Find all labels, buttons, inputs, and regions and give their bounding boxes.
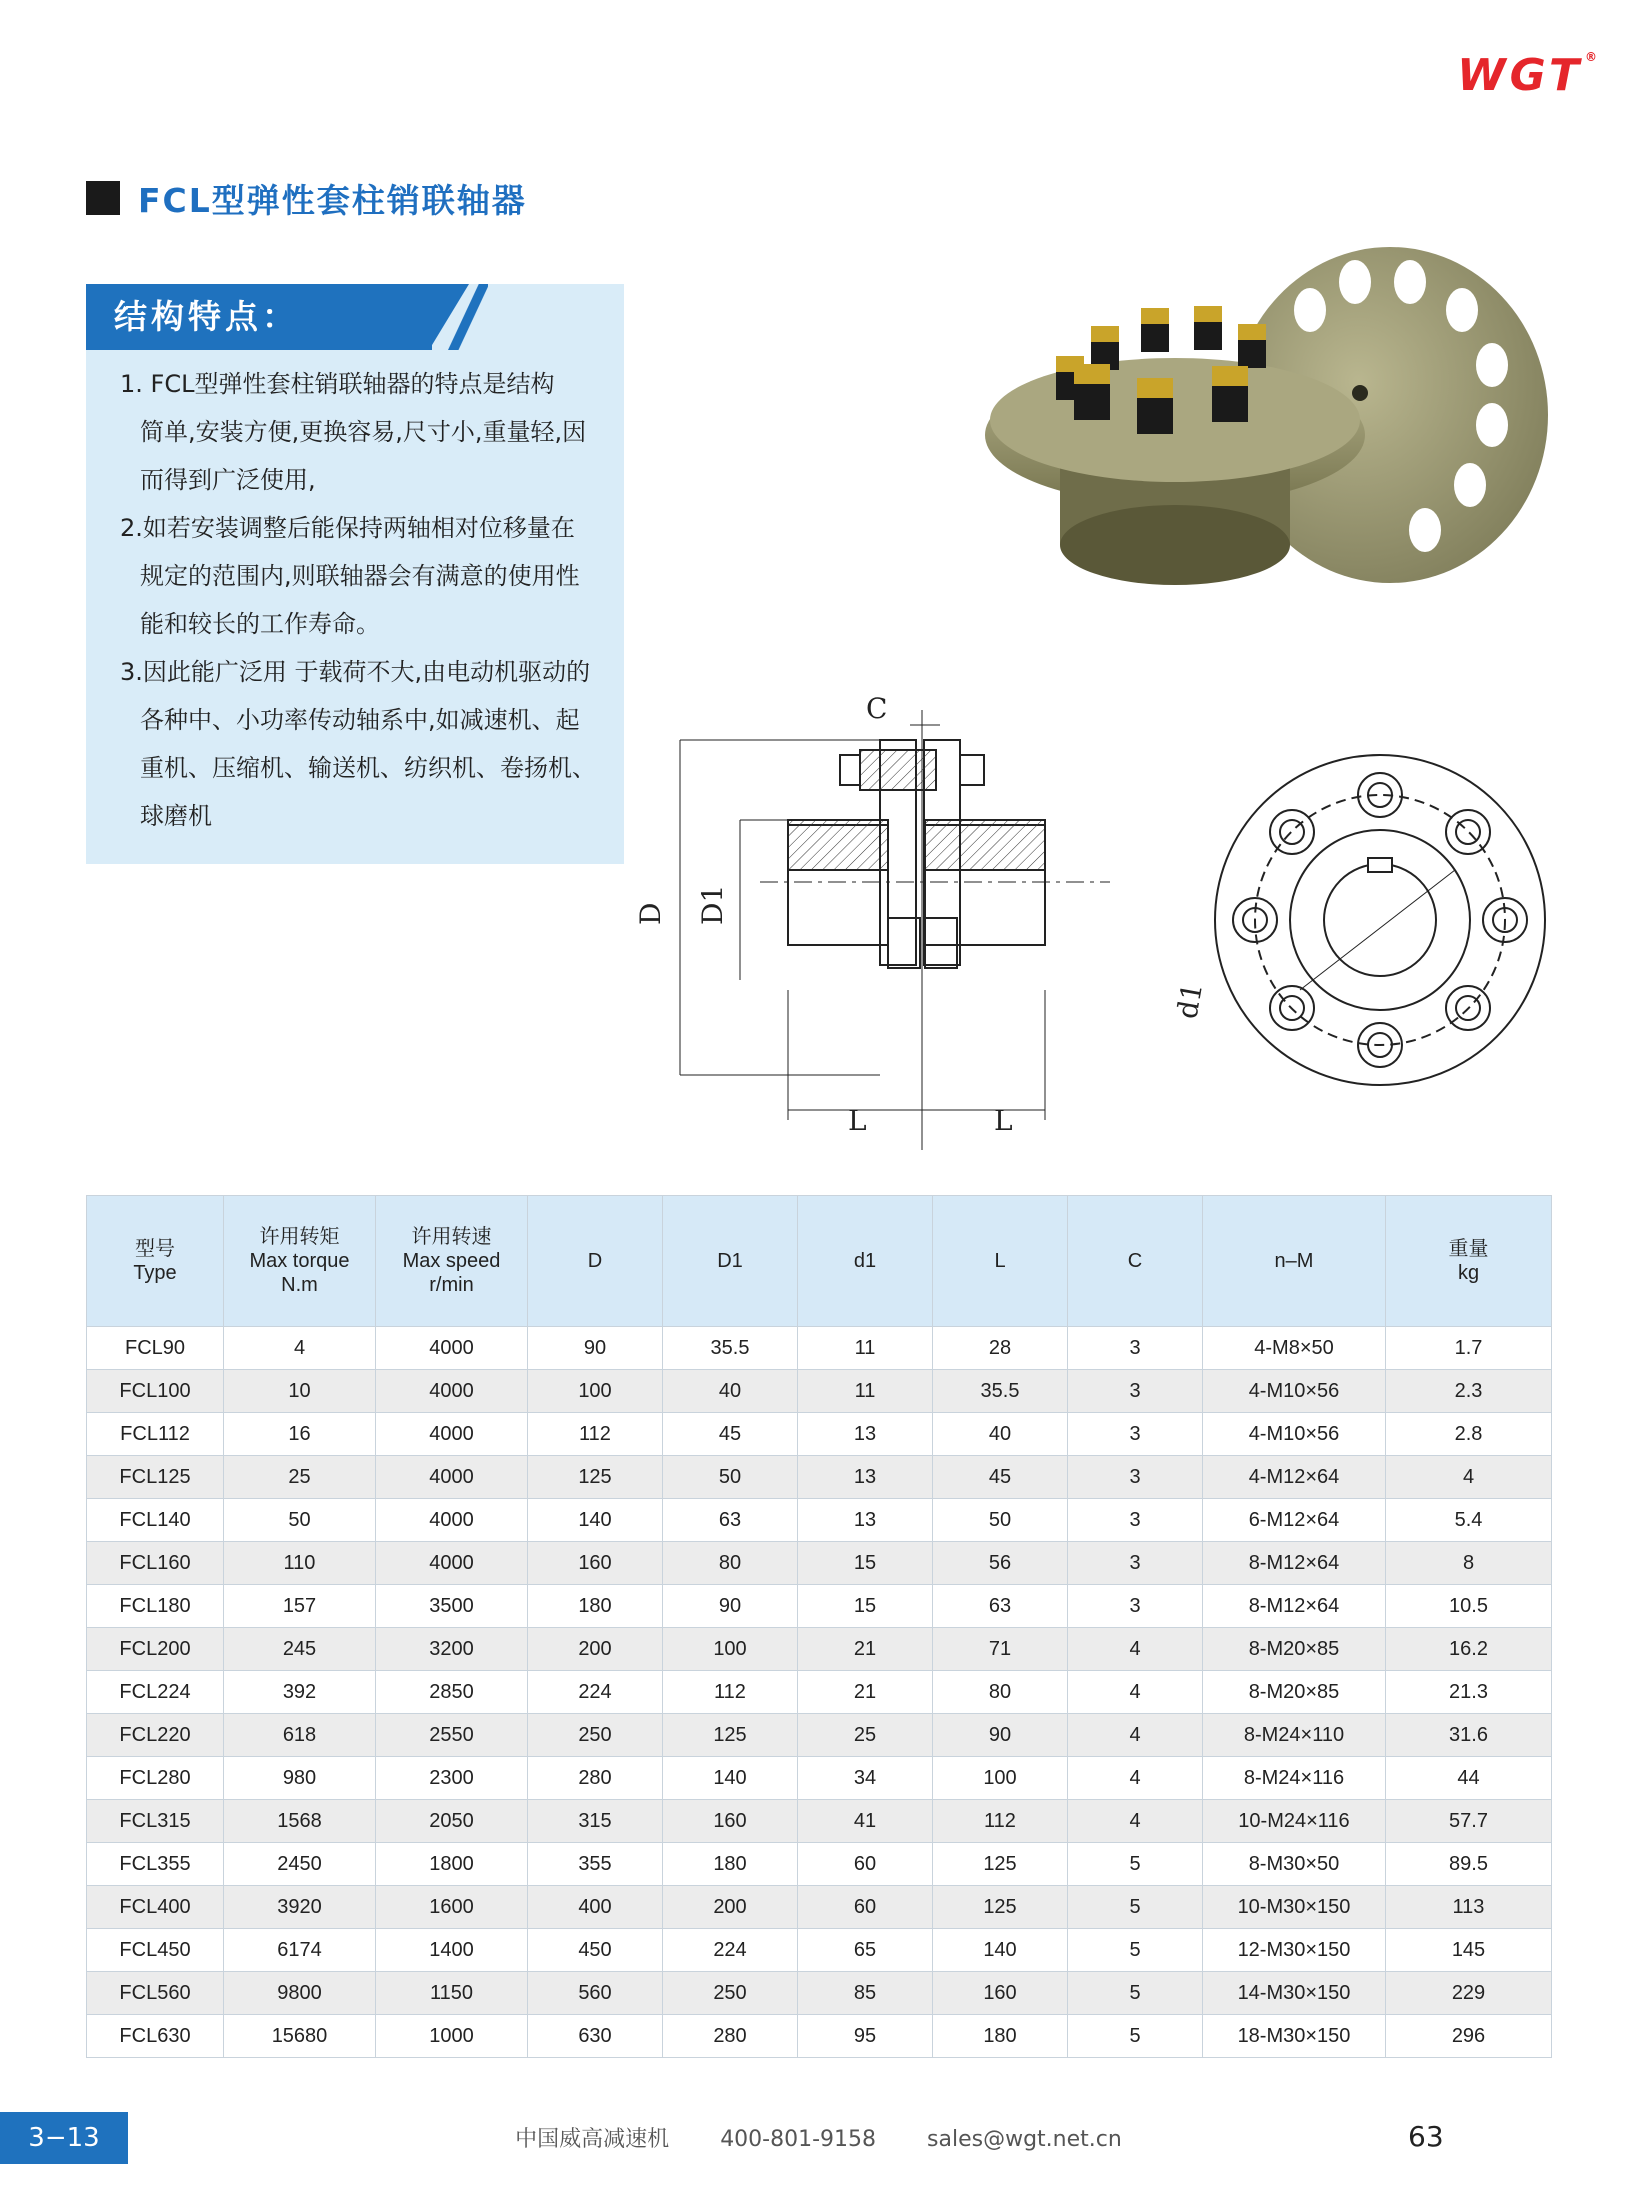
dim-label-d: D bbox=[634, 902, 667, 925]
table-cell: 8 bbox=[1386, 1542, 1552, 1585]
table-cell: 180 bbox=[933, 2015, 1068, 2058]
table-row bbox=[87, 1972, 1552, 2015]
table-cell: 1150 bbox=[376, 1972, 528, 2015]
table-cell: 41 bbox=[798, 1800, 933, 1843]
table-cell: 280 bbox=[663, 2015, 798, 2058]
table-cell: 125 bbox=[933, 1886, 1068, 1929]
column-header: 许用转矩 Max torque N.m bbox=[224, 1196, 376, 1327]
table-row bbox=[87, 1714, 1552, 1757]
table-cell: 3 bbox=[1068, 1327, 1203, 1370]
table-cell: 85 bbox=[798, 1972, 933, 2015]
table-cell: 35.5 bbox=[933, 1370, 1068, 1413]
footer-phone: 400-801-9158 bbox=[720, 2127, 877, 2152]
column-header: L bbox=[933, 1196, 1068, 1327]
table-row bbox=[87, 1886, 1552, 1929]
table-cell: 5.4 bbox=[1386, 1499, 1552, 1542]
table-cell: 4000 bbox=[376, 1499, 528, 1542]
table-row bbox=[87, 1327, 1552, 1370]
table-row bbox=[87, 1370, 1552, 1413]
table-cell: 2450 bbox=[224, 1843, 376, 1886]
table-cell: 160 bbox=[663, 1800, 798, 1843]
dim-label-l-right: L bbox=[994, 1104, 1013, 1137]
column-header: D1 bbox=[663, 1196, 798, 1327]
table-row bbox=[87, 1671, 1552, 1714]
table-cell: 355 bbox=[528, 1843, 663, 1886]
table-row bbox=[87, 1585, 1552, 1628]
table-cell: FCL180 bbox=[87, 1585, 224, 1628]
table-cell: FCL315 bbox=[87, 1800, 224, 1843]
table-row bbox=[87, 1800, 1552, 1843]
table-cell: 140 bbox=[663, 1757, 798, 1800]
table-cell: FCL90 bbox=[87, 1327, 224, 1370]
table-cell: 112 bbox=[933, 1800, 1068, 1843]
table-cell: 4 bbox=[1068, 1800, 1203, 1843]
column-header: 重量 kg bbox=[1386, 1196, 1552, 1327]
feature-item: 3.因此能广泛用 于载荷不大,由电动机驱动的 各种中、小功率传动轴系中,如减速机、起 重机、压缩机、输送机、纺织机、卷扬机、 球磨机 bbox=[120, 658, 596, 830]
table-cell: 315 bbox=[528, 1800, 663, 1843]
table-cell: 4-M10×56 bbox=[1203, 1370, 1386, 1413]
table-cell: 12-M30×150 bbox=[1203, 1929, 1386, 1972]
table-cell: 16 bbox=[224, 1413, 376, 1456]
table-cell: 15 bbox=[798, 1585, 933, 1628]
table-cell: 2050 bbox=[376, 1800, 528, 1843]
table-cell: 50 bbox=[224, 1499, 376, 1542]
table-row bbox=[87, 1456, 1552, 1499]
table-cell: 1400 bbox=[376, 1929, 528, 1972]
table-cell: 140 bbox=[528, 1499, 663, 1542]
table-cell: 4000 bbox=[376, 1370, 528, 1413]
table-row bbox=[87, 1499, 1552, 1542]
table-cell: 5 bbox=[1068, 1929, 1203, 1972]
table-cell: 5 bbox=[1068, 1843, 1203, 1886]
table-cell: 2550 bbox=[376, 1714, 528, 1757]
table-cell: 3 bbox=[1068, 1499, 1203, 1542]
table-cell: 10.5 bbox=[1386, 1585, 1552, 1628]
feature-list bbox=[120, 360, 610, 840]
table-cell: 25 bbox=[224, 1456, 376, 1499]
table-cell: 8-M20×85 bbox=[1203, 1671, 1386, 1714]
table-cell: 25 bbox=[798, 1714, 933, 1757]
table-cell: 157 bbox=[224, 1585, 376, 1628]
table-cell: 10-M24×116 bbox=[1203, 1800, 1386, 1843]
table-cell: 4-M8×50 bbox=[1203, 1327, 1386, 1370]
heading-stripe-decoration bbox=[444, 284, 488, 350]
table-cell: 8-M12×64 bbox=[1203, 1542, 1386, 1585]
table-cell: 180 bbox=[663, 1843, 798, 1886]
table-cell: FCL355 bbox=[87, 1843, 224, 1886]
table-cell: 21.3 bbox=[1386, 1671, 1552, 1714]
table-cell: FCL220 bbox=[87, 1714, 224, 1757]
footer-company: 中国威高减速机 bbox=[515, 2127, 670, 2152]
table-cell: 140 bbox=[933, 1929, 1068, 1972]
table-cell: 10 bbox=[224, 1370, 376, 1413]
table-cell: 56 bbox=[933, 1542, 1068, 1585]
table-cell: 160 bbox=[933, 1972, 1068, 2015]
table-cell: 560 bbox=[528, 1972, 663, 2015]
dim-label-d1-end: d1 bbox=[1170, 980, 1210, 1022]
table-cell: 110 bbox=[224, 1542, 376, 1585]
table-cell: 45 bbox=[663, 1413, 798, 1456]
table-cell: 245 bbox=[224, 1628, 376, 1671]
feature-item: 2.如若安装调整后能保持两轴相对位移量在 规定的范围内,则联轴器会有满意的使用性 能和较长的工作寿命。 bbox=[120, 514, 580, 638]
table-cell: 2.8 bbox=[1386, 1413, 1552, 1456]
table-cell: 392 bbox=[224, 1671, 376, 1714]
table-cell: 11 bbox=[798, 1327, 933, 1370]
page-title: FCL型弹性套柱销联轴器 bbox=[138, 180, 527, 220]
table-cell: 3920 bbox=[224, 1886, 376, 1929]
table-cell: 400 bbox=[528, 1886, 663, 1929]
footer-contact bbox=[0, 2122, 1637, 2153]
table-cell: 296 bbox=[1386, 2015, 1552, 2058]
table-cell: 40 bbox=[663, 1370, 798, 1413]
table-cell: 630 bbox=[528, 2015, 663, 2058]
table-cell: 4 bbox=[1068, 1628, 1203, 1671]
table-cell: 1568 bbox=[224, 1800, 376, 1843]
table-cell: 13 bbox=[798, 1456, 933, 1499]
table-cell: FCL140 bbox=[87, 1499, 224, 1542]
table-cell: 5 bbox=[1068, 2015, 1203, 2058]
table-cell: 4 bbox=[1386, 1456, 1552, 1499]
table-cell: 1800 bbox=[376, 1843, 528, 1886]
column-header: d1 bbox=[798, 1196, 933, 1327]
table-cell: 125 bbox=[528, 1456, 663, 1499]
table-cell: 200 bbox=[528, 1628, 663, 1671]
table-cell: 3 bbox=[1068, 1585, 1203, 1628]
table-cell: 8-M24×116 bbox=[1203, 1757, 1386, 1800]
table-cell: 1600 bbox=[376, 1886, 528, 1929]
table-cell: 44 bbox=[1386, 1757, 1552, 1800]
table-cell: FCL160 bbox=[87, 1542, 224, 1585]
footer-email: sales@wgt.net.cn bbox=[927, 2127, 1122, 2152]
table-cell: 50 bbox=[663, 1456, 798, 1499]
table-cell: 4 bbox=[1068, 1671, 1203, 1714]
table-header bbox=[87, 1196, 1552, 1327]
table-cell: 125 bbox=[933, 1843, 1068, 1886]
table-cell: 13 bbox=[798, 1413, 933, 1456]
table-cell: 4 bbox=[1068, 1714, 1203, 1757]
feature-panel bbox=[86, 284, 624, 864]
table-cell: 100 bbox=[663, 1628, 798, 1671]
table-cell: 18-M30×150 bbox=[1203, 2015, 1386, 2058]
table-row bbox=[87, 1542, 1552, 1585]
table-cell: 3200 bbox=[376, 1628, 528, 1671]
table-cell: 4000 bbox=[376, 1327, 528, 1370]
column-header: D bbox=[528, 1196, 663, 1327]
table-cell: 6174 bbox=[224, 1929, 376, 1972]
table-cell: 3 bbox=[1068, 1370, 1203, 1413]
table-cell: 4 bbox=[224, 1327, 376, 1370]
table-cell: 15 bbox=[798, 1542, 933, 1585]
table-row bbox=[87, 1843, 1552, 1886]
table-row bbox=[87, 1757, 1552, 1800]
table-cell: 60 bbox=[798, 1843, 933, 1886]
table-cell: 224 bbox=[528, 1671, 663, 1714]
table-cell: 1000 bbox=[376, 2015, 528, 2058]
table-cell: 90 bbox=[663, 1585, 798, 1628]
section-tag: 3−13 bbox=[0, 2112, 128, 2164]
table-cell: 11 bbox=[798, 1370, 933, 1413]
column-header: 许用转速 Max speed r/min bbox=[376, 1196, 528, 1327]
table-cell: 112 bbox=[663, 1671, 798, 1714]
table-cell: 3 bbox=[1068, 1542, 1203, 1585]
table-cell: 4 bbox=[1068, 1757, 1203, 1800]
table-cell: 80 bbox=[933, 1671, 1068, 1714]
table-cell: 618 bbox=[224, 1714, 376, 1757]
table-cell: 250 bbox=[663, 1972, 798, 2015]
table-cell: 250 bbox=[528, 1714, 663, 1757]
technical-drawing bbox=[634, 690, 1570, 1160]
table-cell: 3 bbox=[1068, 1456, 1203, 1499]
table-cell: FCL125 bbox=[87, 1456, 224, 1499]
table-cell: 57.7 bbox=[1386, 1800, 1552, 1843]
brand-logo: WGT ® bbox=[1457, 50, 1601, 101]
table-cell: 31.6 bbox=[1386, 1714, 1552, 1757]
coupling-photo bbox=[980, 240, 1600, 620]
table-row bbox=[87, 1929, 1552, 1972]
table-cell: 6-M12×64 bbox=[1203, 1499, 1386, 1542]
section-title bbox=[86, 176, 527, 220]
table-row bbox=[87, 2015, 1552, 2058]
table-cell: 35.5 bbox=[663, 1327, 798, 1370]
table-row bbox=[87, 1628, 1552, 1671]
table-cell: 45 bbox=[933, 1456, 1068, 1499]
table-cell: 112 bbox=[528, 1413, 663, 1456]
table-cell: 100 bbox=[933, 1757, 1068, 1800]
table-cell: FCL450 bbox=[87, 1929, 224, 1972]
table-cell: 80 bbox=[663, 1542, 798, 1585]
table-cell: 9800 bbox=[224, 1972, 376, 2015]
dim-label-d1: D1 bbox=[696, 884, 729, 925]
table-cell: 21 bbox=[798, 1671, 933, 1714]
table-cell: 60 bbox=[798, 1886, 933, 1929]
table-cell: 224 bbox=[663, 1929, 798, 1972]
table-cell: 2850 bbox=[376, 1671, 528, 1714]
spec-table bbox=[86, 1195, 1552, 2058]
title-square-icon bbox=[86, 181, 120, 215]
table-cell: 16.2 bbox=[1386, 1628, 1552, 1671]
table-cell: 8-M30×50 bbox=[1203, 1843, 1386, 1886]
table-cell: 63 bbox=[933, 1585, 1068, 1628]
table-cell: 90 bbox=[528, 1327, 663, 1370]
table-cell: FCL100 bbox=[87, 1370, 224, 1413]
table-cell: 63 bbox=[663, 1499, 798, 1542]
table-cell: 2300 bbox=[376, 1757, 528, 1800]
table-cell: 4000 bbox=[376, 1542, 528, 1585]
table-cell: FCL560 bbox=[87, 1972, 224, 2015]
table-cell: 100 bbox=[528, 1370, 663, 1413]
table-cell: 14-M30×150 bbox=[1203, 1972, 1386, 2015]
table-cell: 3 bbox=[1068, 1413, 1203, 1456]
page-number: 63 bbox=[1408, 2120, 1444, 2153]
column-header: C bbox=[1068, 1196, 1203, 1327]
table-cell: 113 bbox=[1386, 1886, 1552, 1929]
table-cell: 160 bbox=[528, 1542, 663, 1585]
table-cell: 1.7 bbox=[1386, 1327, 1552, 1370]
table-cell: 5 bbox=[1068, 1972, 1203, 2015]
table-cell: FCL112 bbox=[87, 1413, 224, 1456]
dim-label-c: C bbox=[866, 692, 888, 725]
table-cell: 71 bbox=[933, 1628, 1068, 1671]
table-cell: 15680 bbox=[224, 2015, 376, 2058]
table-cell: 145 bbox=[1386, 1929, 1552, 1972]
table-cell: 4-M12×64 bbox=[1203, 1456, 1386, 1499]
table-cell: 450 bbox=[528, 1929, 663, 1972]
table-cell: 21 bbox=[798, 1628, 933, 1671]
table-cell: 4000 bbox=[376, 1413, 528, 1456]
table-cell: 10-M30×150 bbox=[1203, 1886, 1386, 1929]
table-cell: 89.5 bbox=[1386, 1843, 1552, 1886]
feature-item: 1. FCL型弹性套柱销联轴器的特点是结构 简单,安装方便,更换容易,尺寸小,重量轻,因 而得到广泛使用, bbox=[120, 370, 587, 494]
table-cell: 65 bbox=[798, 1929, 933, 1972]
feature-heading: 结构特点： bbox=[86, 284, 432, 350]
table-cell: 3500 bbox=[376, 1585, 528, 1628]
table-cell: 125 bbox=[663, 1714, 798, 1757]
table-cell: 4000 bbox=[376, 1456, 528, 1499]
table-cell: 180 bbox=[528, 1585, 663, 1628]
table-cell: 4-M10×56 bbox=[1203, 1413, 1386, 1456]
table-cell: 50 bbox=[933, 1499, 1068, 1542]
table-cell: 34 bbox=[798, 1757, 933, 1800]
table-cell: FCL224 bbox=[87, 1671, 224, 1714]
table-cell: 5 bbox=[1068, 1886, 1203, 1929]
table-cell: 229 bbox=[1386, 1972, 1552, 2015]
table-cell: 13 bbox=[798, 1499, 933, 1542]
table-cell: FCL400 bbox=[87, 1886, 224, 1929]
table-cell: FCL630 bbox=[87, 2015, 224, 2058]
table-cell: 8-M20×85 bbox=[1203, 1628, 1386, 1671]
table-cell: FCL280 bbox=[87, 1757, 224, 1800]
table-cell: 40 bbox=[933, 1413, 1068, 1456]
table-cell: 95 bbox=[798, 2015, 933, 2058]
column-header: n–M bbox=[1203, 1196, 1386, 1327]
column-header: 型号 Type bbox=[87, 1196, 224, 1327]
table-cell: 8-M24×110 bbox=[1203, 1714, 1386, 1757]
table-cell: 28 bbox=[933, 1327, 1068, 1370]
table-cell: 280 bbox=[528, 1757, 663, 1800]
table-cell: FCL200 bbox=[87, 1628, 224, 1671]
table-cell: 8-M12×64 bbox=[1203, 1585, 1386, 1628]
dim-label-l-left: L bbox=[848, 1104, 867, 1137]
table-cell: 980 bbox=[224, 1757, 376, 1800]
table-cell: 200 bbox=[663, 1886, 798, 1929]
table-cell: 2.3 bbox=[1386, 1370, 1552, 1413]
table-cell: 90 bbox=[933, 1714, 1068, 1757]
table-row bbox=[87, 1413, 1552, 1456]
table-body bbox=[87, 1327, 1552, 2058]
